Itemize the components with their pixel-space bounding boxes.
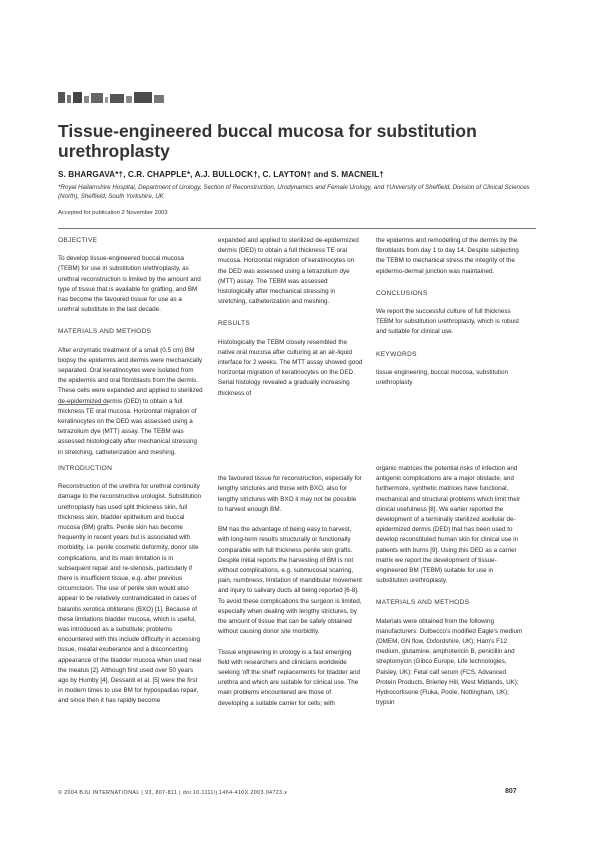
methods-text-part1: After enzymatic treatment of a small (0.5 cm) BM biopsy the epidermis and dermis were mechanically separated. Oral keratinocytes were isolated from the epidermis and oral fibroblasts from the dermis. These cells were expanded and applied to sterilized de-epidermized dermis (DED) to obtain a full thickness TE oral mucosa. Horizontal migration of keratinocytes on the DED was assessed using a tetrazolium dye (MTT) assay. The TEBM was assessed histologically after mechanical stressing in stretching, catheterization and meshing. [58,346,203,456]
abstract-column-1 [58,236,203,458]
results-text: Histologically the TEBM closely resembled the native oral mucosa after culturing at an air-liquid interface for 2 weeks. The MTT assay showed good horizontal migration of keratinocytes on the DED. Serial histology revealed a gradually increasing thickness of [218,338,363,397]
conclusions-text: We report the successful culture of full thickness TEBM for substitution urethroplasty, which is robust and suitable for clinical use. [376,308,520,336]
conclusions-heading: CONCLUSIONS [376,289,428,297]
methods-text-continued: expanded and applied to sterilized de-epidermized dermis (DED) to obtain a full thickness TE oral mucosa. Horizontal migration of keratinocytes on the DED was assessed using a tetrazolium dye (MTT) assay. The TEBM was assessed histologically after mechanical stressing in stretching, catheterization and meshing. [218,237,359,306]
body-column-3 [376,464,526,708]
abstract-top-rule [58,228,536,229]
abstract-end-rule [58,404,108,405]
materials-methods-heading: MATERIALS AND METHODS [376,599,470,607]
author-list: S. BHARGAVA*†, C.R. CHAPPLE*, A.J. BULLOCK†, C. LAYTON† and S. MACNEIL† [58,170,384,179]
abstract-column-3 [376,236,526,388]
results-text-continued: the epidermis and remodelling of the dermis by the fibroblasts from day 1 to day 14. Despite subjecting the TEBM to mechanical stress the integrity of the epidermo-dermal junction was maintained. [376,237,519,275]
body-column-2 [218,464,363,719]
article-title: Tissue-engineered buccal mucosa for substitution urethroplasty [58,121,477,161]
introduction-heading: INTRODUCTION [58,465,113,472]
abstract-column-2 [218,236,363,399]
keywords-text: tissue engineering, buccal mucosa, substitution urethroplasty [376,368,508,387]
results-heading: RESULTS [218,320,251,328]
author-affiliation: *Royal Hallamshire Hospital, Department of Urology, Section of Reconstruction, Urodynamics and Female Urology, and †University of Sheffield, Division of Clinical Sciences (North), Sheffield, South Yorkshire, UK [58,184,530,200]
journal-logo [58,89,168,106]
acceptance-date: Accepted for publication 2 November 2003 [58,210,168,216]
objective-heading: OBJECTIVE [58,237,98,244]
page-number: 807 [505,788,517,795]
objective-text: To develop tissue-engineered buccal mucosa (TEBM) for use in substitution urethroplasty, as urethral reconstruction is limited by the amount and type of tissue that is available for grafting, and BM has become the favoured tissue for use as a urethral substitute in the last decade. [58,255,201,314]
introduction-text: Reconstruction of the urethra for urethral continuity damage to the reconstructive urologist. Substitution urethroplasty has used split thickness skin, full thickness skin, bladder epithelium and buccal mucosa (BM) grafts. Penile skin has become frequently in recent years but is associated with morbidity, i.e. penile cosmetic deformity, donor site complications, and its main limitation is in subsequent repair and re-stenosis, particularly if there is insufficient tissue, e.g. after previous circumcision. The use of penile skin would also appear to be relatively contraindicated in cases of balanitis xerotica obliterans (BXO) [1]. Because of these limitations bladder mucosa, which is useful, was introduced as a substitute; problems encountered with this include difficulty in accessing tissue, meatal exuberance and a disconcerting appearance of the bladder mucosa when used near the meatus [2]. Although first used over 50 years ago by Humby [4], Dessanti et al. [5] were the first in modern times to use BM for hypospadias repair, and since then it has rapidly become [58,483,202,705]
introduction-text-continued: the favoured tissue for reconstruction, especially for lengthy strictures and those with BXO, also for lengthy strictures with BXO it may not be possible to harvest enough BM. BM has the advantage of being easy to harvest, with long-term results structurally or functionally comparable with full thickness penile skin grafts. Despite initial reports the harvesting of BM is not without complications, e.g. submucosal scarring, pain, numbness, limitation of mandibular movement and injury to salivary ducts all being reported [6-8]. To avoid these complications the surgeon is limited, especially when dealing with lengthy strictures, by the amount of tissue that can be safely obtained without causing donor site morbidity. Tissue engineering in urology is a fast emerging field with researchers and clinicians worldwide seeking 'off the shelf' replacements for bladder and urethra and which are suitable for clinical use. The main problems encountered are those of developing a suitable carrier for cells; with [218,475,362,707]
journal-footer: © 2004 BJU INTERNATIONAL | 93, 807-811 | doi:10.1111/j.1464-410X.2003.04723.x [58,790,288,796]
materials-text: Materials were obtained from the following manufacturers: Dulbecco's modified Eagle's medium (DMEM, GN flow, Oxfordshire, UK); Ham's F12 medium, glutamine, amphotericin B, penicillin and streptomycin (Gibco Europe, Life technologies, Paisley, UK); Fetal calf serum (FCS, Advanced Protein Products, Brierley Hill, West Midlands, UK); Hydrocortisone (Fluka, Poole, Nottingham, UK); trypsin [376,617,523,707]
body-column-1 [58,464,203,707]
keywords-heading: KEYWORDS [376,350,417,358]
methods-heading: MATERIALS AND METHODS [58,328,152,336]
introduction-text-end: organic matrices the potential risks of infection and antigenic complications are a major obstacle, and furthermore, synthetic matrices have functional, mechanical and structural problems which limit their clinical usefulness [8]. We earlier reported the development of a terminally sterilized acellular de-epidermized dermis (DED) that has been used to develop reconstituted human skin for clinical use in patients with burns [9]. Using this DED as a carrier matrix we report the development of tissue-engineered BM (TEBM) suitable for use in substitution urethroplasty. [376,465,521,585]
